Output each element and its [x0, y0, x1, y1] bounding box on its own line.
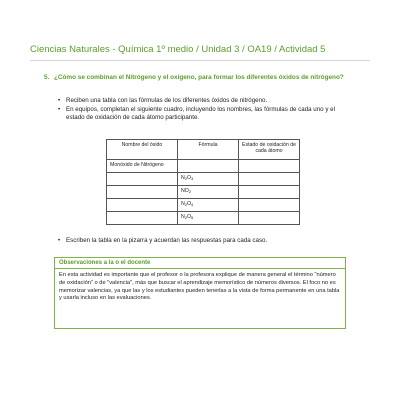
cell-oxidation-state [239, 212, 300, 225]
formula-part: 2 [184, 215, 187, 220]
nitrogen-oxides-table [106, 139, 300, 225]
instruction-list-after [66, 237, 346, 246]
instruction-item: • En equipos, completan el siguiente cuadro, incluyendo los nombres, las fórmulas de cada uno y el estado de oxidación de cada átomo participante. [66, 106, 346, 123]
question-number: 5. [44, 74, 50, 81]
observations-title: Observaciones a la o el docente [55, 258, 345, 269]
cell-formula [178, 199, 239, 212]
formula-part: N [181, 214, 185, 220]
table-row [107, 199, 300, 212]
cell-oxide-name [107, 199, 178, 212]
table-row [107, 212, 300, 225]
activity-question [44, 73, 344, 82]
formula-part: O [186, 175, 192, 181]
page-header-title: Ciencias Naturales - Química 1º medio / Unidad 3 / OA19 / Actividad 5 [30, 44, 326, 55]
cell-formula [178, 212, 239, 225]
header-divider [30, 60, 370, 61]
instruction-list [66, 97, 346, 123]
formula-part: 4 [191, 202, 194, 207]
table-row [107, 160, 300, 173]
instruction-item: • Reciben una tabla con las fórmulas de los diferentes óxidos de nitrógeno. [66, 97, 346, 106]
cell-formula [178, 173, 239, 186]
table-row [107, 186, 300, 199]
cell-oxidation-state [239, 173, 300, 186]
formula-part: 2 [184, 202, 187, 207]
cell-oxidation-state [239, 160, 300, 173]
formula-part: O [184, 188, 189, 194]
formula-part: O [186, 201, 192, 207]
formula-part: N [181, 201, 185, 207]
cell-formula [178, 160, 239, 173]
column-header-name: Nombre del óxido [107, 140, 178, 160]
column-header-oxidation: Estado de oxidación de cada átomo [239, 140, 300, 160]
teacher-observations-box [54, 257, 346, 329]
cell-oxidation-state [239, 199, 300, 212]
formula-part: 2 [184, 176, 187, 181]
cell-oxidation-state [239, 186, 300, 199]
table-row [107, 173, 300, 186]
formula-part: N [181, 175, 185, 181]
cell-formula [178, 186, 239, 199]
formula-part: O [186, 214, 192, 220]
table-header-row [107, 140, 300, 160]
instruction-item: • Escriben la tabla en la pizarra y acuerdan las respuestas para cada caso. [66, 237, 346, 246]
cell-oxide-name [107, 173, 178, 186]
formula-part: 3 [191, 176, 194, 181]
cell-oxide-name [107, 212, 178, 225]
observations-text: En esta actividad es importante que el profesor o la profesora explique de manera general el término "número de oxidación" o de "valencia", más que buscar el aprendizaje memorístico de números diversos. El foco no es memorizar valencias, ya que las y los estudiantes pueden tenerlas a la vista de forma permanente en una tabla y usarla incluso en las evaluaciones. [59, 272, 340, 302]
question-text: ¿Cómo se combinan el Nitrógeno y el oxígeno, para formar los diferentes óxidos de nitrógeno? [54, 74, 344, 81]
cell-oxide-name: Monóxido de Nitrógeno [107, 160, 178, 173]
formula-part: 2 [188, 189, 192, 194]
formula-part: 5 [191, 215, 194, 220]
formula-part: N [181, 188, 185, 194]
column-header-formula: Fórmula [178, 140, 239, 160]
cell-oxide-name [107, 186, 178, 199]
